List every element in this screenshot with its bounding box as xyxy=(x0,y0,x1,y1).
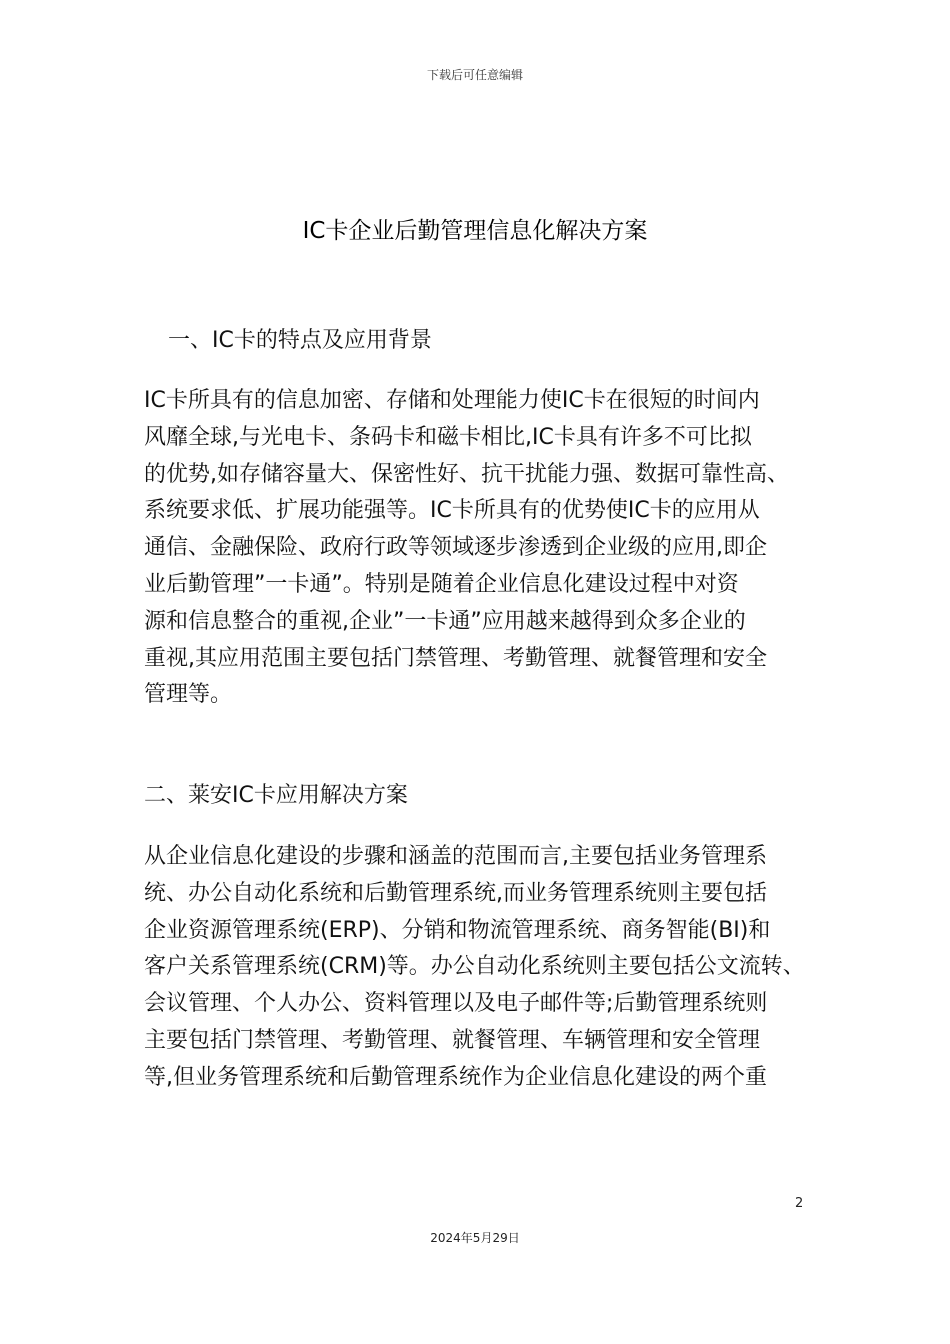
paragraph-line: 从企业信息化建设的步骤和涵盖的范围而言,主要包括业务管理系 xyxy=(144,844,767,869)
paragraph-line: 客户关系管理系统(CRM)等。办公自动化系统则主要包括公文流转、 xyxy=(144,954,805,980)
paragraph-line: 系统要求低、扩展功能强等。IC卡所具有的优势使IC卡的应用从 xyxy=(144,498,760,524)
section-heading-1: 一、IC卡的特点及应用背景 xyxy=(168,328,432,353)
paragraph-line: 通信、金融保险、政府行政等领域逐步渗透到企业级的应用,即企 xyxy=(144,535,767,561)
paragraph-line: 管理等。 xyxy=(144,682,233,708)
paragraph-line: IC卡所具有的信息加密、存储和处理能力使IC卡在很短的时间内 xyxy=(144,388,760,413)
paragraph-line: 业后勤管理”一卡通”。特别是随着企业信息化建设过程中对资 xyxy=(144,571,739,597)
header-note: 下载后可任意编辑 xyxy=(426,68,523,82)
paragraph-line: 源和信息整合的重视,企业”一卡通”应用越来越得到众多企业的 xyxy=(144,608,746,634)
footer-date: 2024年5月29日 xyxy=(430,1231,520,1245)
document-title: IC卡企业后勤管理信息化解决方案 xyxy=(302,218,648,244)
paragraph-line: 等,但业务管理系统和后勤管理系统作为企业信息化建设的两个重 xyxy=(144,1064,767,1090)
section-heading-2: 二、莱安IC卡应用解决方案 xyxy=(144,783,408,808)
paragraph-line: 的优势,如存储容量大、保密性好、抗干扰能力强、数据可靠性高、 xyxy=(144,461,789,487)
section-paragraph-1 xyxy=(144,383,824,714)
page-number: 2 xyxy=(795,1196,804,1211)
paragraph-line: 统、办公自动化系统和后勤管理系统,而业务管理系统则主要包括 xyxy=(144,880,767,906)
paragraph-line: 企业资源管理系统(ERP)、分销和物流管理系统、商务智能(BI)和 xyxy=(144,917,771,943)
paragraph-line: 会议管理、个人办公、资料管理以及电子邮件等;后勤管理系统则 xyxy=(144,991,768,1017)
section-paragraph-2 xyxy=(144,839,824,1097)
paragraph-line: 风靡全球,与光电卡、条码卡和磁卡相比,IC卡具有许多不可比拟 xyxy=(144,424,752,450)
paragraph-line: 主要包括门禁管理、考勤管理、就餐管理、车辆管理和安全管理 xyxy=(144,1027,761,1053)
paragraph-line: 重视,其应用范围主要包括门禁管理、考勤管理、就餐管理和安全 xyxy=(144,645,767,671)
